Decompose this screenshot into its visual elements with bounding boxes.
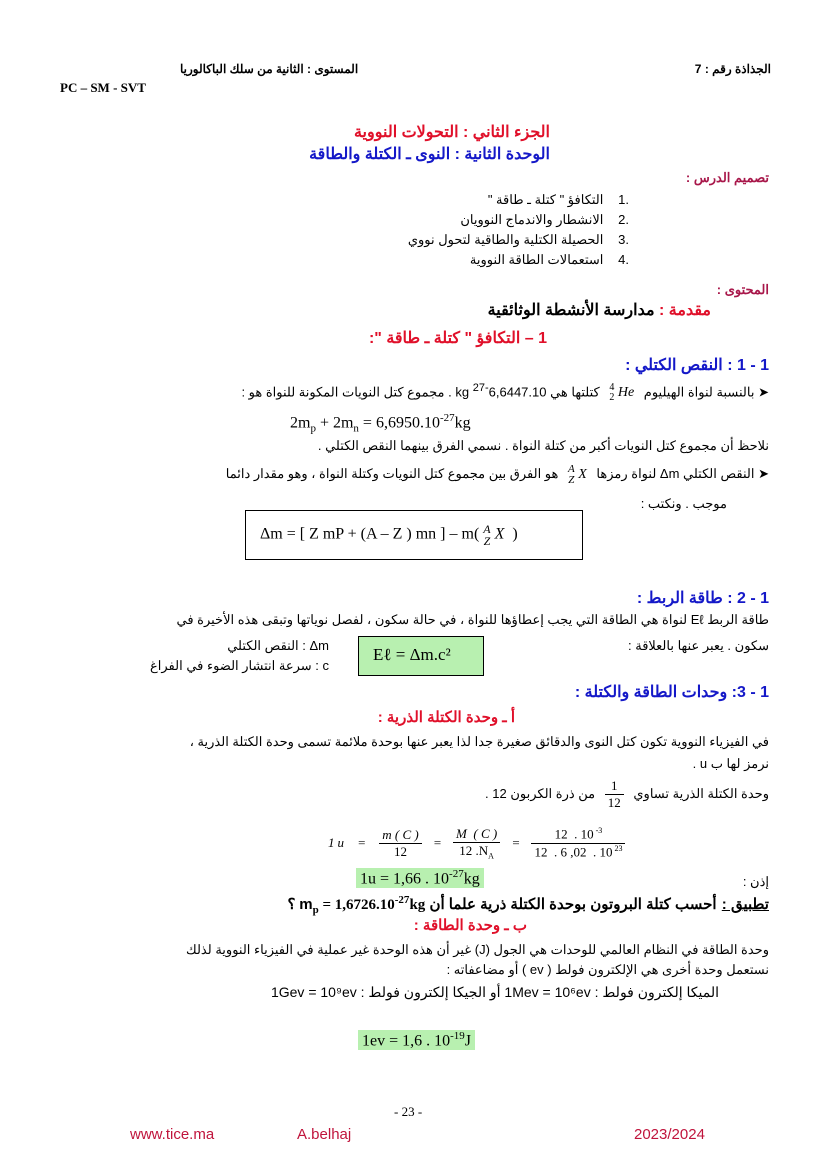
mass-defect-def-end: موجب . ونكتب : xyxy=(640,496,727,511)
amu-subtitle: أ ـ وحدة الكتلة الذرية : xyxy=(377,709,515,726)
helium-line: ➤ بالنسبة لنواة الهيليوم 4 2 He كتلتها هي $6,6447.10^{-27}$ kg . مجموع كتل النويات المكونة للنواة هو : xyxy=(241,382,769,404)
amu-p2: نرمز لها ب u . xyxy=(692,756,769,771)
energy-unit-subtitle: ب ـ وحدة الطاقة : xyxy=(413,917,527,934)
legend-c: c : سرعة انتشار الضوء في الفراغ xyxy=(150,658,329,673)
design-item: .1 التكافؤ " كتلة ـ طاقة " xyxy=(487,192,629,207)
mass-defect-formula-box xyxy=(245,510,583,560)
sheet-number: الجذاذة رقم : 7 xyxy=(694,62,771,76)
helium-symbol: 4 2 He xyxy=(609,382,635,404)
application: تطبيق : أحسب كتلة البروتون بوحدة الكتلة ذرية علما أن $m_p = 1,6726.10^{-27}kg$ ؟ xyxy=(287,894,769,916)
design-heading: تصميم الدرس : xyxy=(685,170,769,185)
binding-energy-formula: Eℓ = Δm.c² xyxy=(373,645,451,664)
mass-defect-note: نلاحظ أن مجموع كتل النويات أكبر من كتلة النواة . نسمي الفرق بينهما النقص الكتلي . xyxy=(317,438,769,453)
energy-p1: وحدة الطاقة في النظام العالمي للوحدات هي الجول (J) غير أن هذه الوحدة غير عملية في الفيزياء النووية لذلك xyxy=(186,942,769,957)
nucleon-sum-eq: $2m_p + 2m_n = 6,6950.10^{-27}kg$ xyxy=(290,412,471,435)
amu-result: 1u = 1,66 . $10^{-27}kg$ xyxy=(356,868,484,888)
energy-p2: نستعمل وحدة أخرى هي الإلكترون فولط ( ev ) أو مضاعفاته : xyxy=(446,962,769,977)
binding-energy-line2: سكون . يعبر عنها بالعلاقة : xyxy=(628,638,769,653)
mass-defect-def: ➤ النقص الكتلي Δm لنواة رمزها A Z X هو الفرق بين مجموع كتل النويات وكتلة النواة ، وهو مقدار دائما xyxy=(225,463,769,486)
binding-energy-formula-box xyxy=(358,636,484,676)
s11-title: 1 - 1 : النقص الكتلي : xyxy=(625,357,769,374)
part-title: الجزء الثاني : التحولات النووية xyxy=(353,124,550,141)
one-twelfth-fraction: $\frac{1}{12}$ xyxy=(605,778,624,811)
design-list xyxy=(408,190,629,270)
design-item: .4 استعمالات الطاقة النووية xyxy=(469,252,629,267)
intro: مقدمة : مدارسة الأنشطة الوثائقية xyxy=(487,302,711,319)
arrow-bullet-icon: ➤ xyxy=(758,384,769,400)
footer-year: 2023/2024 xyxy=(634,1126,705,1143)
mass-defect-formula: Δm = [ Z mP + (A – Z ) mn ] – m( A Z X ) xyxy=(260,522,518,548)
amu-p3: وحدة الكتلة الذرية تساوي $\frac{1}{12}$ من ذرة الكربون 12 . xyxy=(485,778,769,810)
nucleus-symbol: A Z X xyxy=(568,463,587,486)
level: المستوى : الثانية من سلك الباكالوريا xyxy=(180,62,359,76)
footer-author: A.belhaj xyxy=(297,1126,352,1143)
s12-title: 1 - 2 : طاقة الربط : xyxy=(636,590,769,607)
footer-site: www.tice.ma xyxy=(130,1126,215,1143)
content-heading: المحتوى : xyxy=(716,282,769,297)
ev-result: 1ev = 1,6 . $10^{-19}J$ xyxy=(358,1030,475,1050)
legend-delta-m: Δm : النقص الكتلي xyxy=(227,638,329,653)
tracks: PC – SM - SVT xyxy=(60,80,146,95)
unit-title: الوحدة الثانية : النوى ـ الكتلة والطاقة xyxy=(309,146,550,163)
amu-equation: 1 u = $\frac{m ( C )}{12}$ = $\frac{M ( C )}{12 .N_A}$ = $\frac{12 . 10 ^{-3}}{12 . 6 ,02 . 10 ^{23}}$ xyxy=(328,826,625,861)
section-1-title: 1 – التكافؤ " كتلة ـ طاقة ": xyxy=(368,330,547,347)
amu-p1: في الفيزياء النووية تكون كتل النوى والدقائق صغيرة جدا لذا يعبر عنها بوحدة ملائمة تسمى وحدة الكتلة الذرية ، xyxy=(189,734,769,749)
energy-p3: الميكا إلكترون فولط : 1Mev = 10⁶ev أو الجيكا إلكترون فولط : 1Gev = 10⁹ev xyxy=(270,984,719,1000)
result-label: إذن : xyxy=(742,874,769,889)
binding-energy-line1: طاقة الربط Eℓ لنواة هي الطاقة التي يجب إعطاؤها للنواة ، في حالة سكون ، لفصل نوياتها وتبقى هذه الأخيرة في xyxy=(176,612,769,627)
design-item: .3 الحصيلة الكتلية والطاقية لتحول نووي xyxy=(407,232,629,247)
design-item: .2 الانشطار والاندماج النوويان xyxy=(460,212,629,227)
arrow-bullet-icon: ➤ xyxy=(758,466,769,482)
page-number: - 23 - xyxy=(394,1104,423,1119)
s13-title: 1 - 3: وحدات الطاقة والكتلة : xyxy=(574,684,769,701)
